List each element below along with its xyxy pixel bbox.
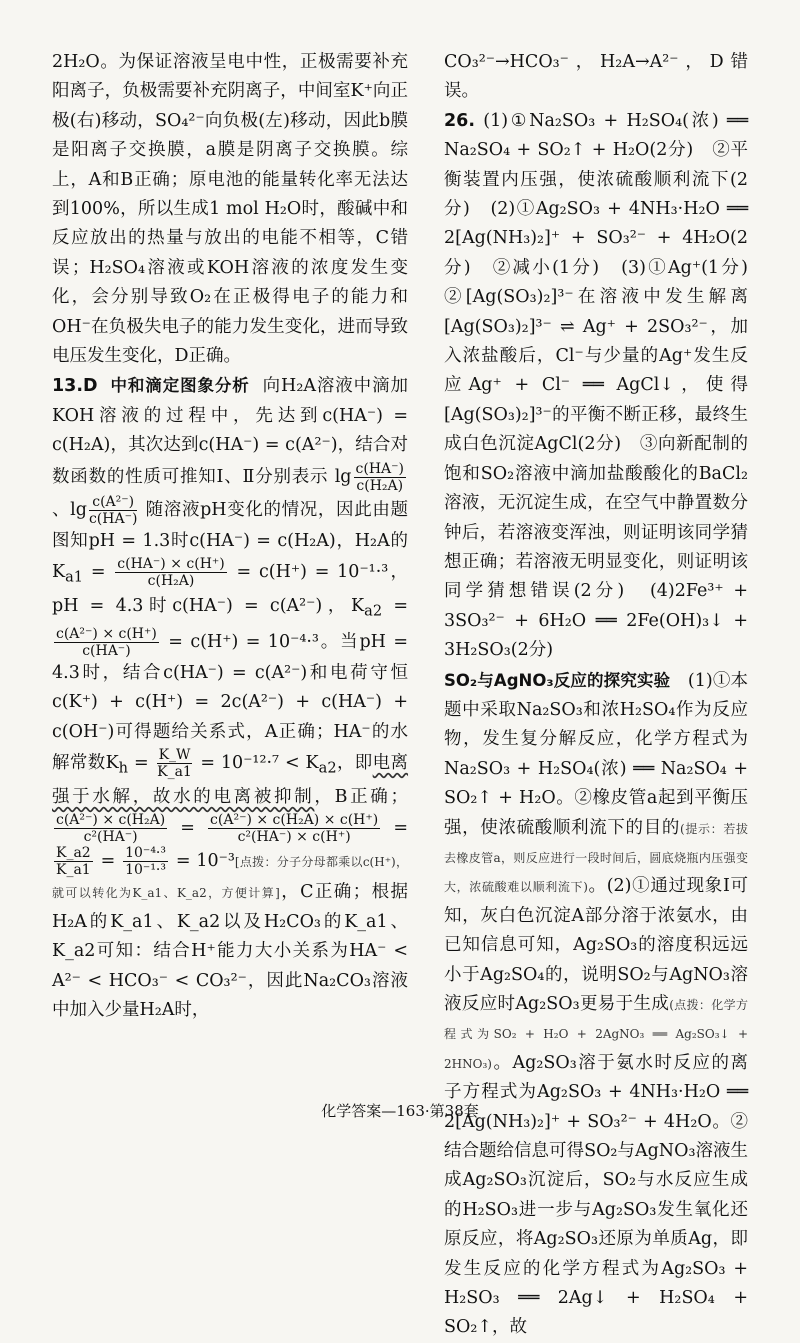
fraction-denominator: c(HA⁻) bbox=[82, 642, 131, 659]
fraction-denominator: c(H₂A) bbox=[356, 477, 404, 494]
hint-note: (提示：若拔去橡皮管a，则反应进行一段时间后，圆底烧瓶内压强变大，浓硫酸难以顺利流下) bbox=[444, 821, 748, 895]
fraction-numerator: c(A²⁻) × c(H₂A) bbox=[56, 812, 166, 829]
hint-note: (点拨：化学方程式为SO₂ + H₂O + 2AgNO₃ ══ Ag₂SO₃↓ + 2HNO₃) bbox=[444, 998, 748, 1071]
fraction bbox=[123, 845, 168, 878]
q13-text-c: = c(H⁺) = 10⁻¹·³，pH = 4.3时c(HA⁻) = c(A²⁻)，K bbox=[52, 562, 408, 616]
left-column bbox=[52, 48, 408, 1025]
fraction-denominator: c(HA⁻) bbox=[88, 510, 138, 527]
answer-letter: D bbox=[83, 376, 98, 397]
question-number: 13. bbox=[52, 376, 84, 397]
subscript: a2 bbox=[318, 759, 337, 777]
subscript: a2 bbox=[364, 602, 383, 620]
fraction bbox=[89, 494, 137, 527]
hint-note: [点拨：分子分母都乘以c(H⁺)，就可以转化为K_a1、K_a2，方便计算] bbox=[52, 855, 408, 901]
q26-text-c: 。(2)①通过现象Ⅰ可知，灰白色沉淀A部分溶于浓氨水，由已知信息可知，Ag₂SO₃的溶度积远远小于Ag₂SO₄的，说明SO₂与AgNO₃溶液反应时Ag₂SO₃更易于生成 bbox=[444, 876, 749, 1014]
question-13 bbox=[52, 371, 408, 1025]
equals: = bbox=[169, 818, 207, 839]
q13-text-e2: ，即 bbox=[336, 753, 373, 774]
q26-analysis bbox=[444, 666, 748, 1343]
fraction bbox=[54, 626, 159, 659]
fraction-numerator: c(HA⁻) × c(H⁺) bbox=[117, 556, 225, 573]
fraction bbox=[157, 747, 193, 780]
page-footer: 化学答案—163·第38套 bbox=[321, 1102, 479, 1120]
equals: = bbox=[83, 562, 114, 583]
fraction-numerator: K_a2 bbox=[56, 845, 91, 862]
fraction-numerator: c(A²⁻) × c(H₂A) × c(H⁺) bbox=[210, 812, 379, 829]
continued-paragraph: 2H₂O。为保证溶液呈电中性，正极需要补充阳离子，负极需要补充阴离子，中间室K⁺向正极(右)移动，SO₄²⁻向负极(左)移动，因此b膜是阳离子交换膜，a膜是阴离子交换膜。综上，A和B正确；原电池的能量转化率无法达到100%，所以生成1 mol H₂O时，酸碱中和反应放出的热量与放出的电能不相等，C错误；H₂SO₄溶液或KOH溶液的浓度发生变化，会分别导致O₂在正极得电子的能力和OH⁻在负极失电子的能力发生变化，进而导致电压发生变化，D正确。 bbox=[52, 52, 408, 367]
fraction bbox=[208, 812, 380, 845]
q26-text-b: (1)①本题中采取Na₂SO₃和浓H₂SO₄作为反应物，发生复分解反应，化学方程式为Na₂SO₃ + H₂SO₄(浓) ══ Na₂SO₄ + SO₂↑ + H₂O。②橡皮管a起到平衡压强，使浓硫酸顺利流下的目的 bbox=[444, 670, 748, 838]
subscript: h bbox=[118, 759, 129, 777]
wavy-emphasis: 电离强于水解，故水的电离被抑制 bbox=[52, 753, 409, 808]
question-26 bbox=[444, 107, 766, 666]
q26-answers: (1)①Na₂SO₃ + H₂SO₄(浓) ══ Na₂SO₄ + SO₂↑ + H₂O(2分) ②平衡装置内压强，使浓硫酸顺利流下(2分) (2)①Ag₂SO₃ + 4NH₃·H₂O ══ 2[Ag(NH₃)₂]⁺ + SO₃²⁻ + 4H₂O(2分) ②减小(1分) (3)①Ag⁺(1分) ②[Ag(SO₃)₂]³⁻在溶液中发生解离[Ag(SO₃)₂]³⁻ ⇌ Ag⁺ + 2SO₃²⁻，加入浓盐酸后，Cl⁻与少量的Ag⁺发生反应Ag⁺ + Cl⁻ ══ AgCl↓，使得[Ag(SO₃)₂]³⁻的平衡不断正移，最终生成白色沉淀AgCl(2分) ③向新配制的饱和SO₂溶液中滴加盐酸酸化的BaCl₂溶液，无沉淀生成，在空气中静置数分钟后，若溶液变浑浊，则证明该同学猜想正确；若溶液无明显变化，则证明该同学猜想错误(2分) (4)2Fe³⁺ + 3SO₃²⁻ + 6H₂O ══ 2Fe(OH)₃↓ + 3H₂SO₃(2分) bbox=[444, 110, 766, 661]
equals: = bbox=[382, 596, 408, 616]
lg-label: 、lg bbox=[52, 499, 87, 520]
fraction-denominator: K_a1 bbox=[56, 862, 91, 879]
right-column bbox=[444, 48, 766, 1343]
fraction-denominator: K_a1 bbox=[157, 764, 192, 781]
q13-text-e: = 10⁻¹²·⁷ < K bbox=[200, 753, 319, 774]
equals: = bbox=[128, 753, 155, 774]
topic-heading: 中和滴定图象分析 bbox=[110, 376, 250, 396]
fraction-numerator: c(A²⁻) × c(H⁺) bbox=[56, 625, 157, 642]
fraction-denominator: 10⁻¹·³ bbox=[125, 862, 166, 879]
fraction-numerator: 10⁻⁴·³ bbox=[125, 845, 166, 862]
fraction-numerator: c(A²⁻) bbox=[89, 494, 137, 511]
fraction-denominator: c(H₂A) bbox=[147, 573, 195, 590]
fraction bbox=[54, 845, 93, 878]
subscript: a1 bbox=[65, 568, 84, 586]
q13-text-a: 向H₂A溶液中滴加KOH溶液的过程中，先达到c(HA⁻) = c(H₂A)，其次达到c(HA⁻) = c(A²⁻)，结合对数函数的性质可推知Ⅰ、Ⅱ分别表示 bbox=[52, 376, 408, 487]
fraction-denominator: c²(HA⁻) × c(H⁺) bbox=[237, 829, 351, 846]
fraction bbox=[115, 556, 226, 589]
fraction-numerator: K_W bbox=[158, 747, 191, 764]
equals: = bbox=[382, 818, 408, 839]
q13-text-b: 随溶液pH变化的情况，因此由题图知pH = 1.3时c(HA⁻) = c(H₂A)，H₂A的K bbox=[52, 499, 408, 583]
fraction bbox=[54, 812, 167, 845]
q13-text-i: ，C正确；根据H₂A的K_a1、K_a2以及H₂CO₃的K_a1、K_a2可知：结合H⁺能力大小关系为HA⁻ < A²⁻ < HCO₃⁻ < CO₃²⁻，因此Na₂CO₃溶液中加入少量H₂A时， bbox=[52, 882, 408, 1021]
continued-line: CO₃²⁻→HCO₃⁻，H₂A→A²⁻，D错误。 bbox=[444, 52, 748, 102]
q13-text-h: = 10⁻³ bbox=[170, 851, 235, 872]
q13-text-f: ，B正确； bbox=[314, 787, 408, 808]
q13-text-d: = c(H⁺) = 10⁻⁴·³。当pH = 4.3时，结合c(HA⁻) = c(A²⁻)和电荷守恒c(K⁺) + c(H⁺) = 2c(A²⁻) + c(HA⁻) + c(OH⁻)可得题给关系式，A正确；HA⁻的水解常数K bbox=[52, 631, 408, 774]
fraction bbox=[354, 461, 406, 494]
q26-text-d: 。Ag₂SO₃溶于氨水时反应的离子方程式为Ag₂SO₃ + 4NH₃·H₂O ══ 2[Ag(NH₃)₂]⁺ + SO₃²⁻ + 4H₂O。②结合题给信息可得SO₂与AgNO₃溶液生成Ag₂SO₃沉淀后，SO₂与水反应生成的H₂SO₃进一步与Ag₂SO₃发生氧化还原反应，将Ag₂SO₃还原为单质Ag，即发生反应的化学方程式为Ag₂SO₃ + H₂SO₃ ══ 2Ag↓ + H₂SO₄ + SO₂↑，故 bbox=[444, 1052, 748, 1338]
fraction-denominator: c²(HA⁻) bbox=[83, 829, 138, 846]
question-number: 26. bbox=[444, 110, 476, 131]
fraction-numerator: c(HA⁻) bbox=[355, 460, 404, 477]
lg-label: lg bbox=[334, 466, 352, 487]
equals: = bbox=[94, 851, 122, 872]
topic-heading: SO₂与AgNO₃反应的探究实验 bbox=[444, 670, 671, 690]
